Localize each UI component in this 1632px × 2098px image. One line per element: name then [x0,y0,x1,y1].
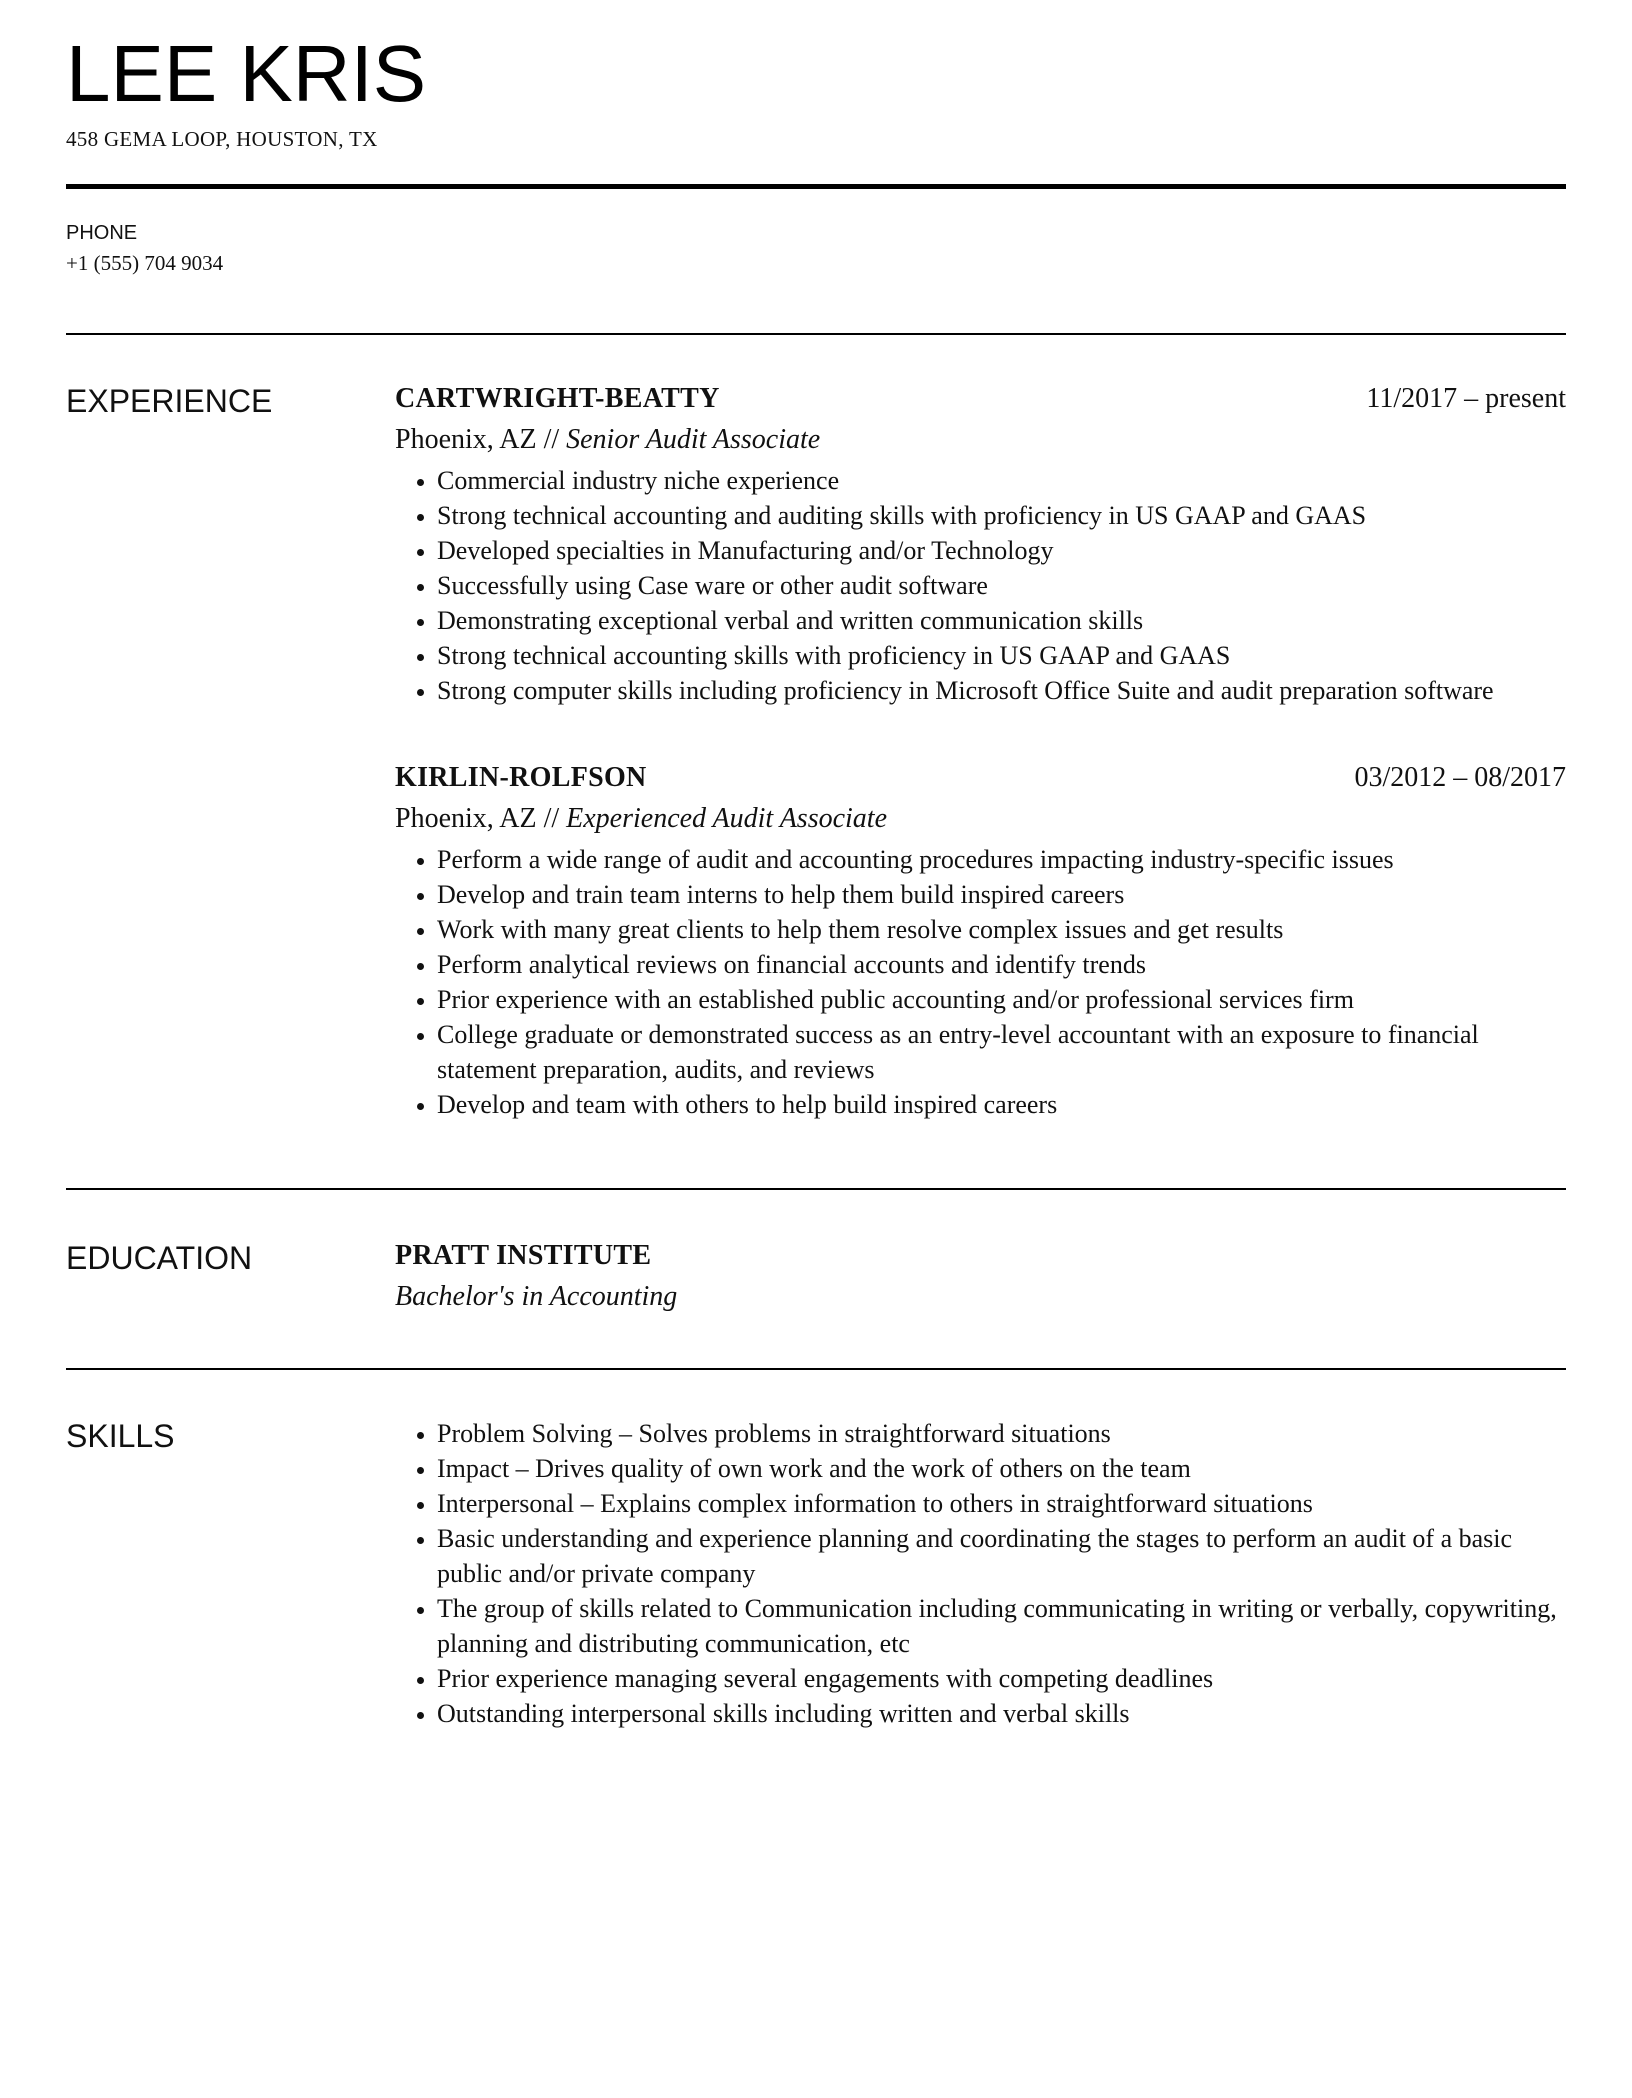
candidate-address: 458 GEMA LOOP, HOUSTON, TX [66,127,378,151]
list-item: • Outstanding interpersonal skills including written and verbal skills [437,1696,1566,1731]
skills-list [395,1416,1566,1731]
job-employer: KIRLIN-ROLFSON [395,762,647,793]
list-item: • Develop and team with others to help build inspired careers [437,1087,1566,1122]
skills-section [66,1370,1566,1731]
list-item: • Problem Solving – Solves problems in straightforward situations [437,1416,1566,1451]
education-section-title: EDUCATION [66,1240,253,1276]
job-header [395,381,1566,417]
list-item: • Strong computer skills including proficiency in Microsoft Office Suite and audit preparation software [437,673,1566,708]
job-dates: 11/2017 – present [1366,383,1566,414]
resume-header [66,0,1566,152]
phone-value: +1 (555) 704 9034 [66,251,224,275]
list-item: • Strong technical accounting and auditing skills with proficiency in US GAAP and GAAS [437,498,1566,533]
list-item: • Work with many great clients to help them resolve complex issues and get results [437,912,1566,947]
school-name: PRATT INSTITUTE [395,1240,652,1271]
job-separator: // [536,424,567,455]
list-item: • The group of skills related to Communication including communicating in writing or verbally, copywriting, planning and distributing communication, etc [437,1591,1566,1661]
job-subtitle [395,421,1566,459]
job-location: Phoenix, AZ [395,803,537,834]
experience-section [66,335,1566,1122]
education-section [66,1190,1566,1316]
list-item: • Prior experience managing several engagements with competing deadlines [437,1661,1566,1696]
phone-label: PHONE [66,222,138,244]
experience-section-title: EXPERIENCE [66,383,273,419]
list-item: • Develop and train team interns to help them build inspired careers [437,877,1566,912]
job-entry [395,760,1566,1122]
experience-list [395,381,1566,1122]
list-item: • Successfully using Case ware or other audit software [437,568,1566,603]
job-subtitle [395,800,1566,838]
list-item: • College graduate or demonstrated success as an entry-level accountant with an exposure to financial statement preparation, audits, and reviews [437,1017,1566,1087]
list-item: • Perform analytical reviews on financial accounts and identify trends [437,947,1566,982]
job-separator: // [536,803,567,834]
list-item: • Prior experience with an established public accounting and/or professional services firm [437,982,1566,1017]
skills-bullets [395,1416,1566,1731]
candidate-name: LEE KRIS [66,29,427,118]
list-item: • Basic understanding and experience planning and coordinating the stages to perform an audit of a basic public and/or private company [437,1521,1566,1591]
contact-block [66,189,1566,277]
list-item: • Perform a wide range of audit and accounting procedures impacting industry-specific issues [437,842,1566,877]
list-item: • Commercial industry niche experience [437,463,1566,498]
job-employer: CARTWRIGHT-BEATTY [395,383,720,414]
list-item: • Interpersonal – Explains complex information to others in straightforward situations [437,1486,1566,1521]
job-dates: 03/2012 – 08/2017 [1354,762,1566,793]
job-title: Experienced Audit Associate [566,803,888,834]
job-title: Senior Audit Associate [566,424,821,455]
degree-name: Bachelor's in Accounting [395,1281,678,1312]
list-item: • Strong technical accounting skills with proficiency in US GAAP and GAAS [437,638,1566,673]
list-item: • Impact – Drives quality of own work and the work of others on the team [437,1451,1566,1486]
job-entry [395,381,1566,708]
job-bullets [395,842,1566,1122]
skills-section-title: SKILLS [66,1418,175,1454]
job-header [395,760,1566,796]
education-entry [395,1238,1566,1316]
job-location: Phoenix, AZ [395,424,537,455]
list-item: • Demonstrating exceptional verbal and written communication skills [437,603,1566,638]
list-item: • Developed specialties in Manufacturing and/or Technology [437,533,1566,568]
job-bullets [395,463,1566,708]
